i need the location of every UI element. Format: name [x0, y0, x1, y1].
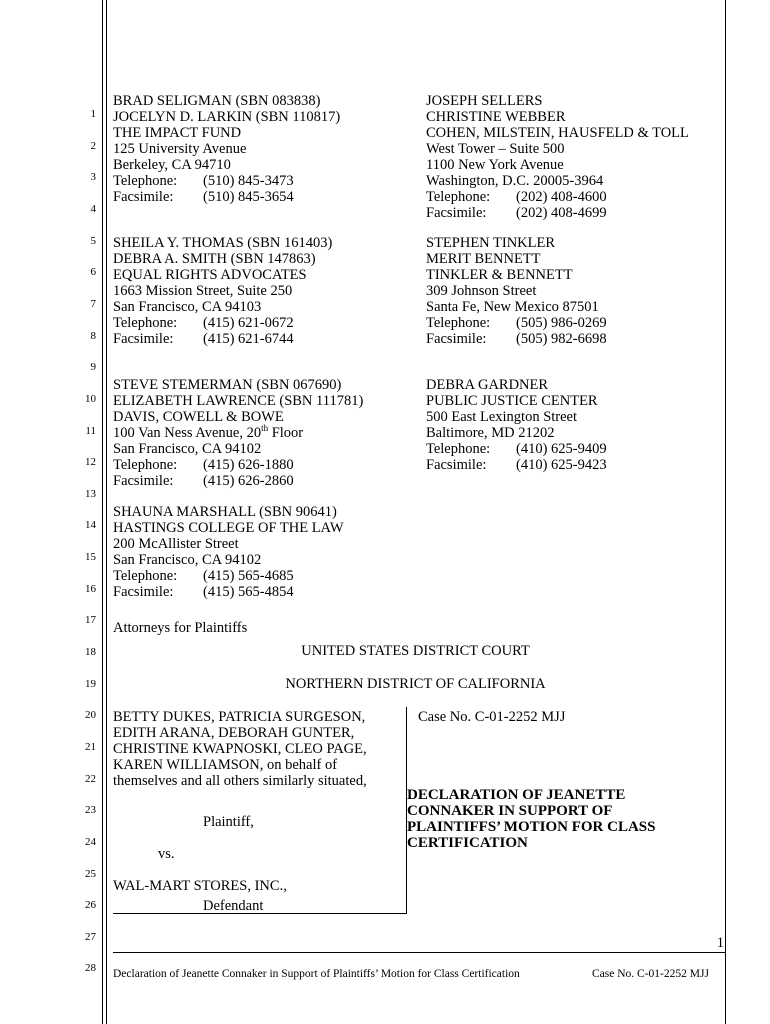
facsimile-label: Facsimile:: [426, 457, 487, 473]
counsel-line: Washington, D.C. 20005-3964: [426, 173, 604, 189]
telephone-label: Telephone:: [426, 441, 491, 457]
document-title-line: CONNAKER IN SUPPORT OF: [407, 803, 613, 819]
line-number: 19: [85, 678, 96, 690]
line-number: 28: [85, 962, 96, 974]
line-number: 18: [85, 646, 96, 658]
facsimile-label: Facsimile:: [113, 584, 174, 600]
facsimile-number: (202) 408-4699: [516, 205, 607, 221]
counsel-line: 1100 New York Avenue: [426, 157, 564, 173]
plaintiff-line: BETTY DUKES, PATRICIA SURGESON,: [113, 709, 366, 725]
line-number: 10: [85, 393, 96, 405]
counsel-line: EQUAL RIGHTS ADVOCATES: [113, 267, 307, 283]
counsel-line: BRAD SELIGMAN (SBN 083838): [113, 93, 321, 109]
line-number: 9: [90, 361, 96, 373]
counsel-block-equal-rights-advocates: [113, 235, 332, 347]
facsimile-number: (510) 845-3654: [203, 189, 294, 205]
ordinal-suffix: th: [261, 423, 269, 434]
counsel-line: 1663 Mission Street, Suite 250: [113, 283, 293, 299]
plaintiff-line: themselves and all others similarly situated,: [113, 773, 367, 789]
telephone-line: [113, 315, 332, 331]
line-number: 22: [85, 773, 96, 785]
plaintiff-names: [113, 709, 367, 789]
counsel-line: SHEILA Y. THOMAS (SBN 161403): [113, 235, 333, 251]
facsimile-label: Facsimile:: [113, 331, 174, 347]
defendant-name: WAL-MART STORES, INC.,: [113, 878, 287, 894]
counsel-line: DEBRA A. SMITH (SBN 147863): [113, 251, 316, 267]
facsimile-line: [113, 584, 344, 600]
plaintiff-line: KAREN WILLIAMSON, on behalf of: [113, 757, 338, 773]
counsel-block-cohen-milstein: [426, 93, 689, 221]
telephone-label: Telephone:: [113, 315, 178, 331]
facsimile-number: (415) 621-6744: [203, 331, 294, 347]
right-margin-rule: [725, 0, 726, 1024]
facsimile-line: [113, 331, 332, 347]
attorneys-for-plaintiffs: Attorneys for Plaintiffs: [113, 620, 248, 636]
line-number: 15: [85, 551, 96, 563]
facsimile-number: (415) 565-4854: [203, 584, 294, 600]
line-number: 2: [90, 140, 96, 152]
facsimile-label: Facsimile:: [113, 473, 174, 489]
telephone-label: Telephone:: [113, 457, 178, 473]
document-title-line: DECLARATION OF JEANETTE: [407, 787, 626, 803]
line-number: 26: [85, 899, 96, 911]
counsel-line: Santa Fe, New Mexico 87501: [426, 299, 599, 315]
line-number: 8: [90, 330, 96, 342]
counsel-line: THE IMPACT FUND: [113, 125, 242, 141]
document-title-line: PLAINTIFFS’ MOTION FOR CLASS: [407, 819, 656, 835]
line-number: 21: [85, 741, 96, 753]
telephone-number: (410) 625-9409: [516, 441, 607, 457]
telephone-line: [426, 315, 607, 331]
footer-rule: [113, 952, 725, 953]
facsimile-line: [113, 473, 363, 489]
facsimile-line: [426, 457, 607, 473]
document-title-line: CERTIFICATION: [407, 835, 528, 851]
line-number: 25: [85, 868, 96, 880]
counsel-line: DEBRA GARDNER: [426, 377, 549, 393]
telephone-number: (415) 621-0672: [203, 315, 294, 331]
line-number: 12: [85, 456, 96, 468]
facsimile-label: Facsimile:: [113, 189, 174, 205]
counsel-line: JOCELYN D. LARKIN (SBN 110817): [113, 109, 341, 125]
counsel-line: San Francisco, CA 94102: [113, 552, 262, 568]
counsel-line: 125 University Avenue: [113, 141, 247, 157]
telephone-label: Telephone:: [426, 315, 491, 331]
telephone-label: Telephone:: [426, 189, 491, 205]
telephone-line: [113, 568, 344, 584]
facsimile-number: (505) 982-6698: [516, 331, 607, 347]
line-number: 4: [90, 203, 96, 215]
line-number: 17: [85, 614, 96, 626]
counsel-line: San Francisco, CA 94102: [113, 441, 262, 457]
telephone-number: (415) 565-4685: [203, 568, 294, 584]
street-address-main: 100 Van Ness Avenue, 20: [113, 425, 262, 441]
line-number: 3: [90, 171, 96, 183]
line-number: 13: [85, 488, 96, 500]
footer-case-number: Case No. C-01-2252 MJJ: [592, 968, 709, 980]
street-address: [113, 425, 363, 441]
plaintiff-line: EDITH ARANA, DEBORAH GUNTER,: [113, 725, 355, 741]
counsel-line: SHAUNA MARSHALL (SBN 90641): [113, 504, 337, 520]
counsel-line: STEVE STEMERMAN (SBN 067690): [113, 377, 342, 393]
telephone-line: [426, 189, 689, 205]
counsel-line: 200 McAllister Street: [113, 536, 239, 552]
counsel-line: TINKLER & BENNETT: [426, 267, 573, 283]
counsel-block-hastings: [113, 504, 344, 600]
facsimile-line: [426, 205, 689, 221]
line-number: 7: [90, 298, 96, 310]
counsel-line: Berkeley, CA 94710: [113, 157, 231, 173]
telephone-line: [426, 441, 607, 457]
counsel-line: West Tower – Suite 500: [426, 141, 565, 157]
document-title: [407, 787, 656, 851]
counsel-line: COHEN, MILSTEIN, HAUSFELD & TOLL: [426, 125, 689, 141]
line-number: 20: [85, 709, 96, 721]
counsel-line: STEPHEN TINKLER: [426, 235, 556, 251]
counsel-line: 500 East Lexington Street: [426, 409, 578, 425]
telephone-number: (505) 986-0269: [516, 315, 607, 331]
line-number: 27: [85, 931, 96, 943]
line-number: 6: [90, 266, 96, 278]
telephone-label: Telephone:: [113, 173, 178, 189]
line-number: 1: [90, 108, 96, 120]
counsel-line: MERIT BENNETT: [426, 251, 541, 267]
court-district: NORTHERN DISTRICT OF CALIFORNIA: [285, 676, 546, 692]
facsimile-line: [426, 331, 607, 347]
line-number: 23: [85, 804, 96, 816]
counsel-line: ELIZABETH LAWRENCE (SBN 111781): [113, 393, 364, 409]
counsel-block-tinkler-bennett: [426, 235, 607, 347]
court-name: UNITED STATES DISTRICT COURT: [301, 643, 530, 659]
telephone-number: (202) 408-4600: [516, 189, 607, 205]
counsel-line: San Francisco, CA 94103: [113, 299, 262, 315]
counsel-line: CHRISTINE WEBBER: [426, 109, 566, 125]
left-margin-rule-inner: [106, 0, 107, 1024]
line-number: 5: [90, 235, 96, 247]
line-number: 16: [85, 583, 96, 595]
counsel-line: DAVIS, COWELL & BOWE: [113, 409, 284, 425]
telephone-number: (510) 845-3473: [203, 173, 294, 189]
counsel-line: PUBLIC JUSTICE CENTER: [426, 393, 598, 409]
counsel-block-davis-cowell-bowe: [113, 377, 363, 489]
case-number: Case No. C-01-2252 MJJ: [418, 709, 566, 725]
line-number: 14: [85, 519, 96, 531]
counsel-block-public-justice-center: [426, 377, 607, 473]
counsel-line: HASTINGS COLLEGE OF THE LAW: [113, 520, 344, 536]
defendant-label: Defendant: [203, 898, 264, 914]
facsimile-label: Facsimile:: [426, 331, 487, 347]
telephone-line: [113, 457, 363, 473]
counsel-line: 309 Johnson Street: [426, 283, 537, 299]
versus-label: vs.: [158, 846, 175, 862]
left-margin-rule-outer: [102, 0, 103, 1024]
page-number: 1: [716, 935, 724, 951]
facsimile-label: Facsimile:: [426, 205, 487, 221]
telephone-label: Telephone:: [113, 568, 178, 584]
footer-title: Declaration of Jeanette Connaker in Support of Plaintiffs’ Motion for Class Certification: [113, 968, 520, 980]
facsimile-line: [113, 189, 340, 205]
facsimile-number: (415) 626-2860: [203, 473, 294, 489]
telephone-line: [113, 173, 340, 189]
plaintiff-label: Plaintiff,: [203, 814, 254, 830]
line-number: 24: [85, 836, 96, 848]
telephone-number: (415) 626-1880: [203, 457, 294, 473]
counsel-line: Baltimore, MD 21202: [426, 425, 555, 441]
counsel-line: JOSEPH SELLERS: [426, 93, 543, 109]
street-address-floor: Floor: [268, 425, 304, 441]
line-number: 11: [85, 425, 96, 437]
counsel-block-impact-fund: [113, 93, 340, 205]
facsimile-number: (410) 625-9423: [516, 457, 607, 473]
plaintiff-line: CHRISTINE KWAPNOSKI, CLEO PAGE,: [113, 741, 367, 757]
